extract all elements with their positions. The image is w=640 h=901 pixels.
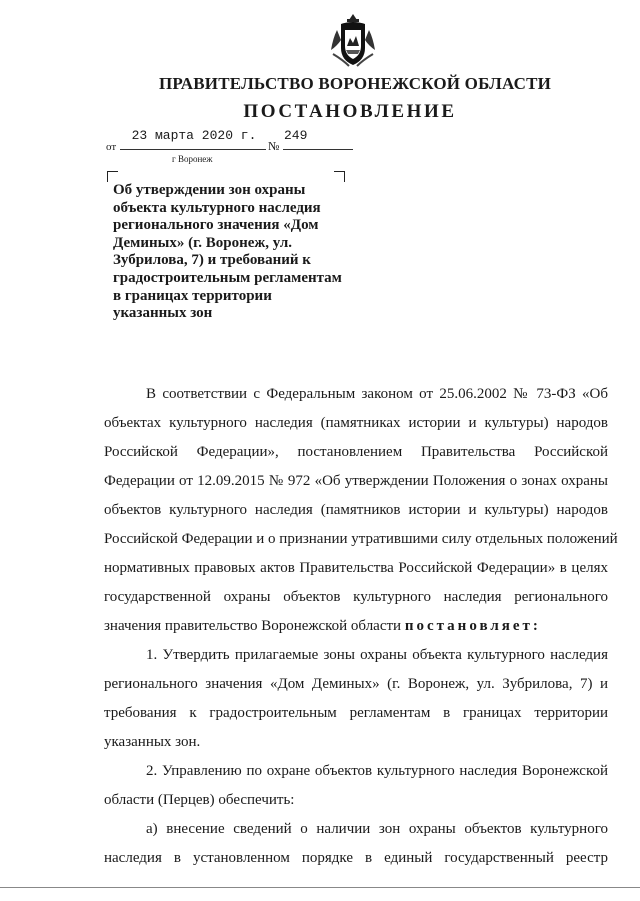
city-label: г Воронеж — [172, 154, 213, 164]
preamble-closing-line — [104, 612, 608, 641]
item-1-line: регионального значения «Дом Деминых» (г. Воронеж, ул. Зубрилова, 7) и — [104, 676, 608, 692]
preamble-line: Российской Федерации», постановлением Правительства Российской — [104, 444, 608, 460]
preamble-line: В соответствии с Федеральным законом от 25.06.2002 № 73-ФЗ «Об — [146, 386, 608, 402]
preamble-line: государственной охраны объектов культурного наследия регионального — [104, 589, 608, 605]
decree-body — [104, 380, 618, 873]
item-2a-line: наследия в установленном порядке в единый государственный реестр — [104, 850, 608, 866]
item-2a-line: а) внесение сведений о наличии зон охраны объектов культурного — [146, 821, 608, 837]
subject-line: Зубрилова, 7) и требований к — [113, 252, 311, 269]
subject-line: регионального значения «Дом — [113, 217, 319, 234]
subject-line: Об утверждении зон охраны — [113, 182, 306, 198]
number-underline — [283, 149, 353, 150]
preamble-line: объектов культурного наследия (памятников истории и культуры) народов — [104, 502, 608, 518]
subject-corner-left — [107, 171, 118, 182]
item-2-line: 2. Управлению по охране объектов культурного наследия Воронежской — [146, 763, 608, 779]
subject-line: указанных зон — [113, 305, 213, 322]
decree-subject — [113, 182, 353, 323]
preamble-line: объектах культурного наследия (памятниках истории и культуры) народов — [104, 415, 608, 431]
subject-line: градостроительным регламентам — [113, 269, 342, 286]
decree-number: 249 — [284, 128, 308, 143]
date-underline — [120, 149, 266, 150]
item-1-line: 1. Утвердить прилагаемые зоны охраны объекта культурного наследия — [146, 647, 608, 663]
document-type: ПОСТАНОВЛЕНИЕ — [243, 101, 457, 122]
item-2-line: области (Перцев) обеспечить: — [104, 792, 295, 808]
number-sign: № — [268, 139, 280, 153]
subject-corner-right — [334, 171, 345, 182]
preamble-line: Российской Федерации и о признании утратившими силу отдельных положений — [104, 531, 618, 547]
coat-of-arms-icon — [327, 10, 379, 68]
item-1-line: указанных зон. — [104, 734, 201, 750]
date-number-row — [106, 128, 366, 152]
government-name: ПРАВИТЕЛЬСТВО ВОРОНЕЖСКОЙ ОБЛАСТИ — [158, 74, 552, 93]
item-1-line: требования к градостроительным регламентам в границах территории — [104, 705, 608, 721]
resolve-word: постановляет: — [404, 618, 541, 634]
subject-line: объекта культурного наследия — [113, 199, 321, 216]
preamble-line: нормативных правовых актов Правительства Российской Федерации» в целях — [104, 560, 608, 576]
date-prefix: от — [106, 141, 117, 153]
subject-line: Деминых» (г. Воронеж, ул. — [113, 234, 293, 251]
preamble-line: Федерации от 12.09.2015 № 972 «Об утверждении Положения о зонах охраны — [104, 473, 608, 489]
preamble-closing-text: значения правительство Воронежской области — [104, 618, 405, 634]
page-bottom-rule — [0, 887, 640, 888]
decree-date: 23 марта 2020 г. — [131, 128, 257, 143]
subject-line: в границах территории — [113, 287, 272, 304]
